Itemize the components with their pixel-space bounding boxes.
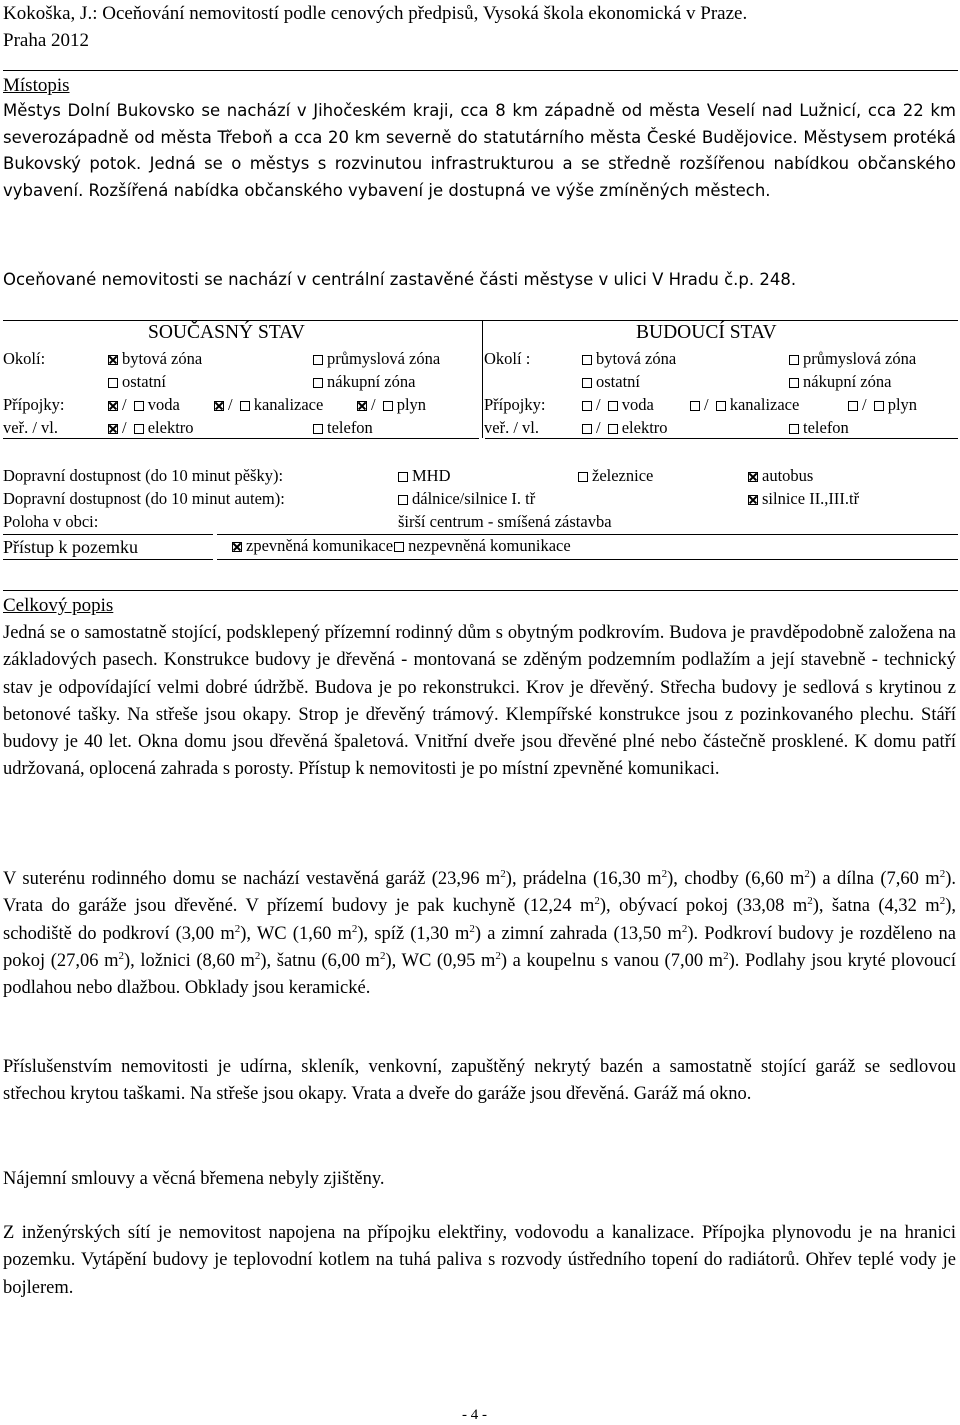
description-paragraph-5: Z inženýrských sítí je nemovitost napojena na přípojku elektřiny, vodovodu a kanalizace. Přípojka plynovodu je na hranici pozemku. Vytápění budovy je teplovodní kotlem na tuhá paliva s rozvody ústředního topení do radiátorů. Ohřev teplé vody je bojlerem. xyxy=(3,1223,956,1298)
current-prumyslova-zona: průmyslová zóna xyxy=(313,348,440,370)
current-nakupni-zona: nákupní zóna xyxy=(313,371,415,393)
pripojky-label: Přípojky: xyxy=(3,395,65,414)
future-state-title: BUDOUCÍ STAV xyxy=(636,322,777,343)
ver-vl-label: veř. / vl. xyxy=(3,418,58,437)
checkbox-empty-icon xyxy=(582,378,592,388)
future-elektro: / elektro xyxy=(582,417,668,439)
checkbox-empty-icon xyxy=(874,401,884,411)
okoli-label: Okolí: xyxy=(3,349,46,368)
section-title-celkovy-popis: Celkový popis xyxy=(3,590,958,619)
checkbox-checked-icon xyxy=(108,424,118,434)
checkbox-empty-icon xyxy=(398,472,408,482)
current-state-title: SOUČASNÝ STAV xyxy=(148,322,305,343)
checkbox-empty-icon xyxy=(383,401,393,411)
checkbox-empty-icon xyxy=(578,472,588,482)
checkbox-empty-icon xyxy=(690,401,700,411)
plot-access-label: Přístup k pozemku xyxy=(3,537,138,557)
checkbox-checked-icon xyxy=(748,472,758,482)
position-label: Poloha v obci: xyxy=(3,512,99,531)
header-line-2: Praha 2012 xyxy=(3,30,90,51)
walk-access-label: Dopravní dostupnost (do 10 minut pěšky): xyxy=(3,466,284,485)
future-okoli-label: Okolí : xyxy=(484,349,531,368)
checkbox-empty-icon xyxy=(608,424,618,434)
checkbox-empty-icon xyxy=(394,542,404,552)
plot-access-value: zpevněná komunikace nezpevněná komunikace xyxy=(232,535,571,557)
current-elektro: / elektro xyxy=(108,417,194,439)
walk-autobus: autobus xyxy=(748,465,813,487)
future-voda: / voda xyxy=(582,394,654,416)
current-bytova-zona: bytová zóna xyxy=(108,348,202,370)
checkbox-checked-icon xyxy=(214,401,224,411)
future-prumyslova-zona: průmyslová zóna xyxy=(789,348,916,370)
future-bytova-zona: bytová zóna xyxy=(582,348,676,370)
description-paragraph-4: Nájemní smlouvy a věcná břemena nebyly zjištěny. xyxy=(3,1169,385,1189)
checkbox-empty-icon xyxy=(313,378,323,388)
current-ostatni: ostatní xyxy=(108,371,166,393)
future-kanalizace: / kanalizace xyxy=(690,394,799,416)
checkbox-checked-icon xyxy=(748,495,758,505)
checkbox-empty-icon xyxy=(789,355,799,365)
location-paragraph: Oceňované nemovitosti se nachází v centrální zastavěné části městyse v ulici V Hradu č.p. 248. xyxy=(3,270,797,289)
checkbox-empty-icon xyxy=(398,495,408,505)
description-paragraph-1: Jedná se o samostatně stojící, podsklepený přízemní rodinný dům s obytným podkrovím. Budova je pravděpodobně založena na základových pasech. Konstrukce budovy je dřevěná - montovaná se zděným podzemním podlažím a její stavebně - technický stav je odpovídající velmi dobré údržbě. Budova je po rekonstrukci. Krov je dřevěný. Střecha budovy je sedlová s krytinou z betonové tašky. Na střeše jsou okapy. Strop je dřevěný trámový. Klempířské konstrukce jsou z pozinkovaného plechu. Stáří budovy je 40 let. Okna domu jsou dřevěná špaletová. Vnitřní dveře jsou dřevěné plné nebo částečně prosklené. K domu patří udržovaná, oplocená zahrada s porosty. Přístup k nemovitosti je po místní zpevněné komunikaci. xyxy=(3,623,956,780)
future-pripojky-label: Přípojky: xyxy=(484,395,546,414)
car-dalnice: dálnice/silnice I. tř xyxy=(398,488,535,510)
walk-zeleznice: železnice xyxy=(578,465,653,487)
checkbox-empty-icon xyxy=(240,401,250,411)
checkbox-checked-icon xyxy=(108,355,118,365)
future-ver-vl-label: veř. / vl. xyxy=(484,418,539,437)
car-access-label: Dopravní dostupnost (do 10 minut autem): xyxy=(3,489,285,508)
current-plyn: / plyn xyxy=(357,394,426,416)
checkbox-empty-icon xyxy=(608,401,618,411)
checkbox-empty-icon xyxy=(848,401,858,411)
checkbox-empty-icon xyxy=(313,424,323,434)
current-telefon: telefon xyxy=(313,417,373,439)
mistopis-paragraph: Městys Dolní Bukovsko se nachází v Jihočeském kraji, cca 8 km západně od města Veselí nad Lužnicí, cca 22 km severozápadně od města Třeboň a cca 20 km severně do statutárního města České Budějovice. Městysem protéká Bukovský potok. Jedná se o městys s rozvinutou infrastrukturou a se středně rozšířenou nabídkou občanského vybavení. Rozšířená nabídka občanského vybavení je dostupná ve výše zmíněných městech. xyxy=(3,101,956,200)
position-value: širší centrum - smíšená zástavba xyxy=(398,512,612,531)
future-ostatni: ostatní xyxy=(582,371,640,393)
current-voda: / voda xyxy=(108,394,180,416)
header-line-1: Kokoška, J.: Oceňování nemovitostí podle cenových předpisů, Vysoká škola ekonomická v Praze. xyxy=(3,3,748,24)
checkbox-empty-icon xyxy=(789,378,799,388)
checkbox-empty-icon xyxy=(582,424,592,434)
section-title-mistopis: Místopis xyxy=(3,70,958,99)
walk-mhd: MHD xyxy=(398,465,451,487)
checkbox-empty-icon xyxy=(313,355,323,365)
document-header xyxy=(3,0,943,54)
future-telefon: telefon xyxy=(789,417,849,439)
checkbox-empty-icon xyxy=(716,401,726,411)
checkbox-empty-icon xyxy=(789,424,799,434)
checkbox-empty-icon xyxy=(582,355,592,365)
checkbox-empty-icon xyxy=(134,424,144,434)
current-kanalizace: / kanalizace xyxy=(214,394,323,416)
checkbox-empty-icon xyxy=(582,401,592,411)
page-number: - 4 - xyxy=(462,1407,487,1423)
car-silnice: silnice II.,III.tř xyxy=(748,488,859,510)
checkbox-checked-icon xyxy=(357,401,367,411)
checkbox-empty-icon xyxy=(134,401,144,411)
checkbox-checked-icon xyxy=(108,401,118,411)
checkbox-checked-icon xyxy=(232,542,242,552)
future-plyn: / plyn xyxy=(848,394,917,416)
description-paragraph-3: Příslušenstvím nemovitosti je udírna, skleník, venkovní, zapuštěný nekrytý bazén a samostatně stojící garáž se sedlovou střechou krytou taškami. Na střeše jsou okapy. Vrata a dveře do garáže jsou dřevěná. Garáž má okno. xyxy=(3,1057,956,1105)
checkbox-empty-icon xyxy=(108,378,118,388)
future-nakupni-zona: nákupní zóna xyxy=(789,371,891,393)
description-paragraph-2: V suterénu rodinného domu se nachází vestavěná garáž (23,96 $m^2$), prádelna (16,30 $m^2$), chodby (6,60 $m^2$) a dílna (7,60 $m^2$). Vrata do garáže jsou dřevěné. V přízemí budovy je pak kuchyně (12,24 $m^2$), obývací pokoj (33,08 $m^2$), šatna (4,32 $m^2$), schodiště do podkroví (3,00 $m^2$), WC (1,60 $m^2$), spíž (1,30 $m^2$) a zimní zahrada (13,50 $m^2$). Podkroví budovy je rozděleno na pokoj (27,06 $m^2$), ložnici (8,60 $m^2$), šatnu (6,00 $m^2$), WC (0,95 $m^2$) a koupelnu s vanou (7,00 $m^2$). Podlahy jsou kryté plovoucí podlahou nebo dlažbou. Obklady jsou keramické. xyxy=(3,868,957,999)
